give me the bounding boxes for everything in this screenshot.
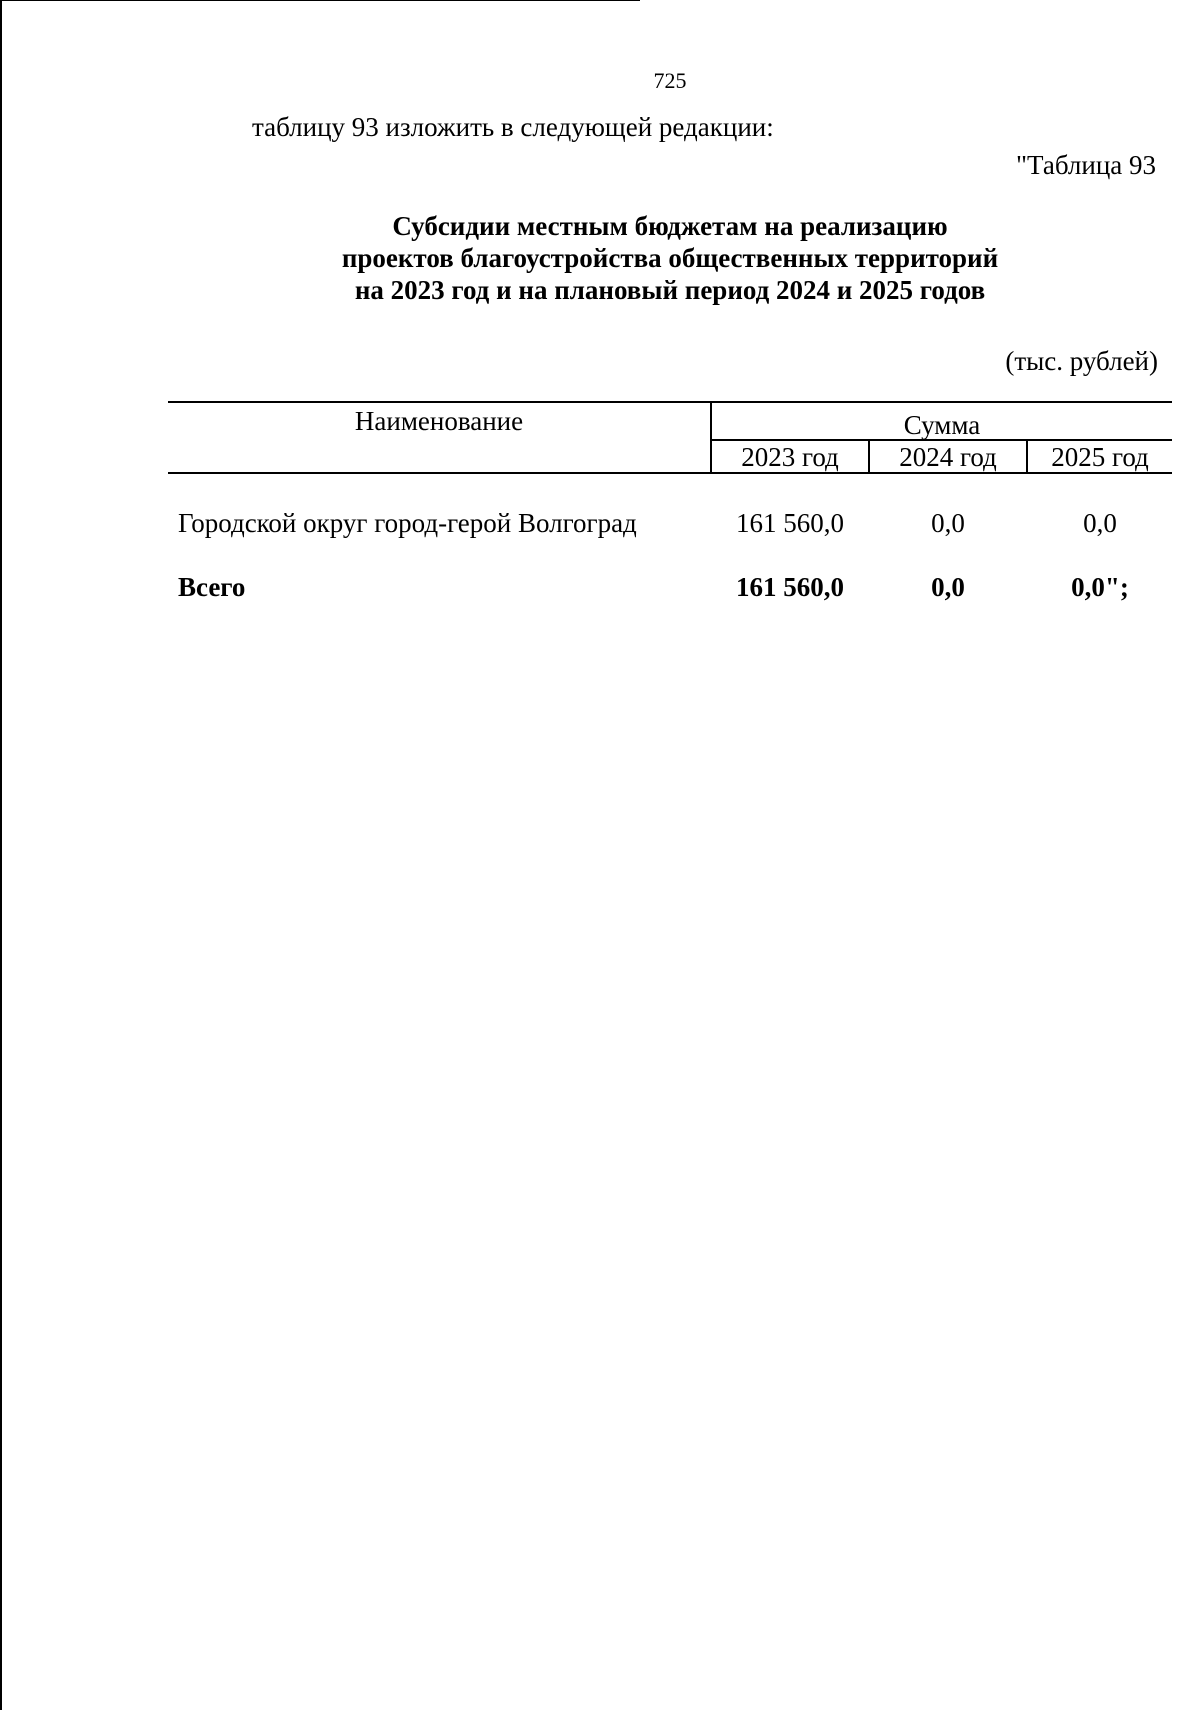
column-header-2024: 2024 год <box>899 442 997 472</box>
document-title <box>168 210 1172 306</box>
column-header-2025: 2025 год <box>1051 442 1149 472</box>
title-line-2: проектов благоустройства общественных территорий <box>341 243 999 273</box>
scan-top-edge <box>0 0 640 1</box>
total-cell-2024: 0,0 <box>931 572 965 602</box>
column-header-sum: Сумма <box>903 410 981 440</box>
units-label: (тыс. рублей) <box>1005 346 1158 376</box>
table-cell-2025: 0,0 <box>1083 508 1117 538</box>
table-cell-2023: 161 560,0 <box>736 508 844 538</box>
column-header-name: Наименование <box>354 406 524 436</box>
table-caption: "Таблица 93 <box>1016 150 1156 180</box>
title-line-1: Субсидии местным бюджетам на реализацию <box>392 211 948 241</box>
total-cell-2025: 0,0"; <box>1071 572 1129 602</box>
scan-left-edge <box>0 0 2 1710</box>
column-header-2023: 2023 год <box>741 442 839 472</box>
total-row-name: Всего <box>178 572 246 602</box>
table-top-rule <box>168 401 1172 403</box>
page-number: 725 <box>653 68 687 93</box>
table-cell-2024: 0,0 <box>931 508 965 538</box>
title-line-3: на 2023 год и на плановый период 2024 и 2025 годов <box>354 275 986 305</box>
table-row-name: Городской округ город-герой Волгоград <box>178 508 637 538</box>
total-cell-2023: 161 560,0 <box>736 572 844 602</box>
intro-text: таблицу 93 изложить в следующей редакции: <box>252 112 774 142</box>
